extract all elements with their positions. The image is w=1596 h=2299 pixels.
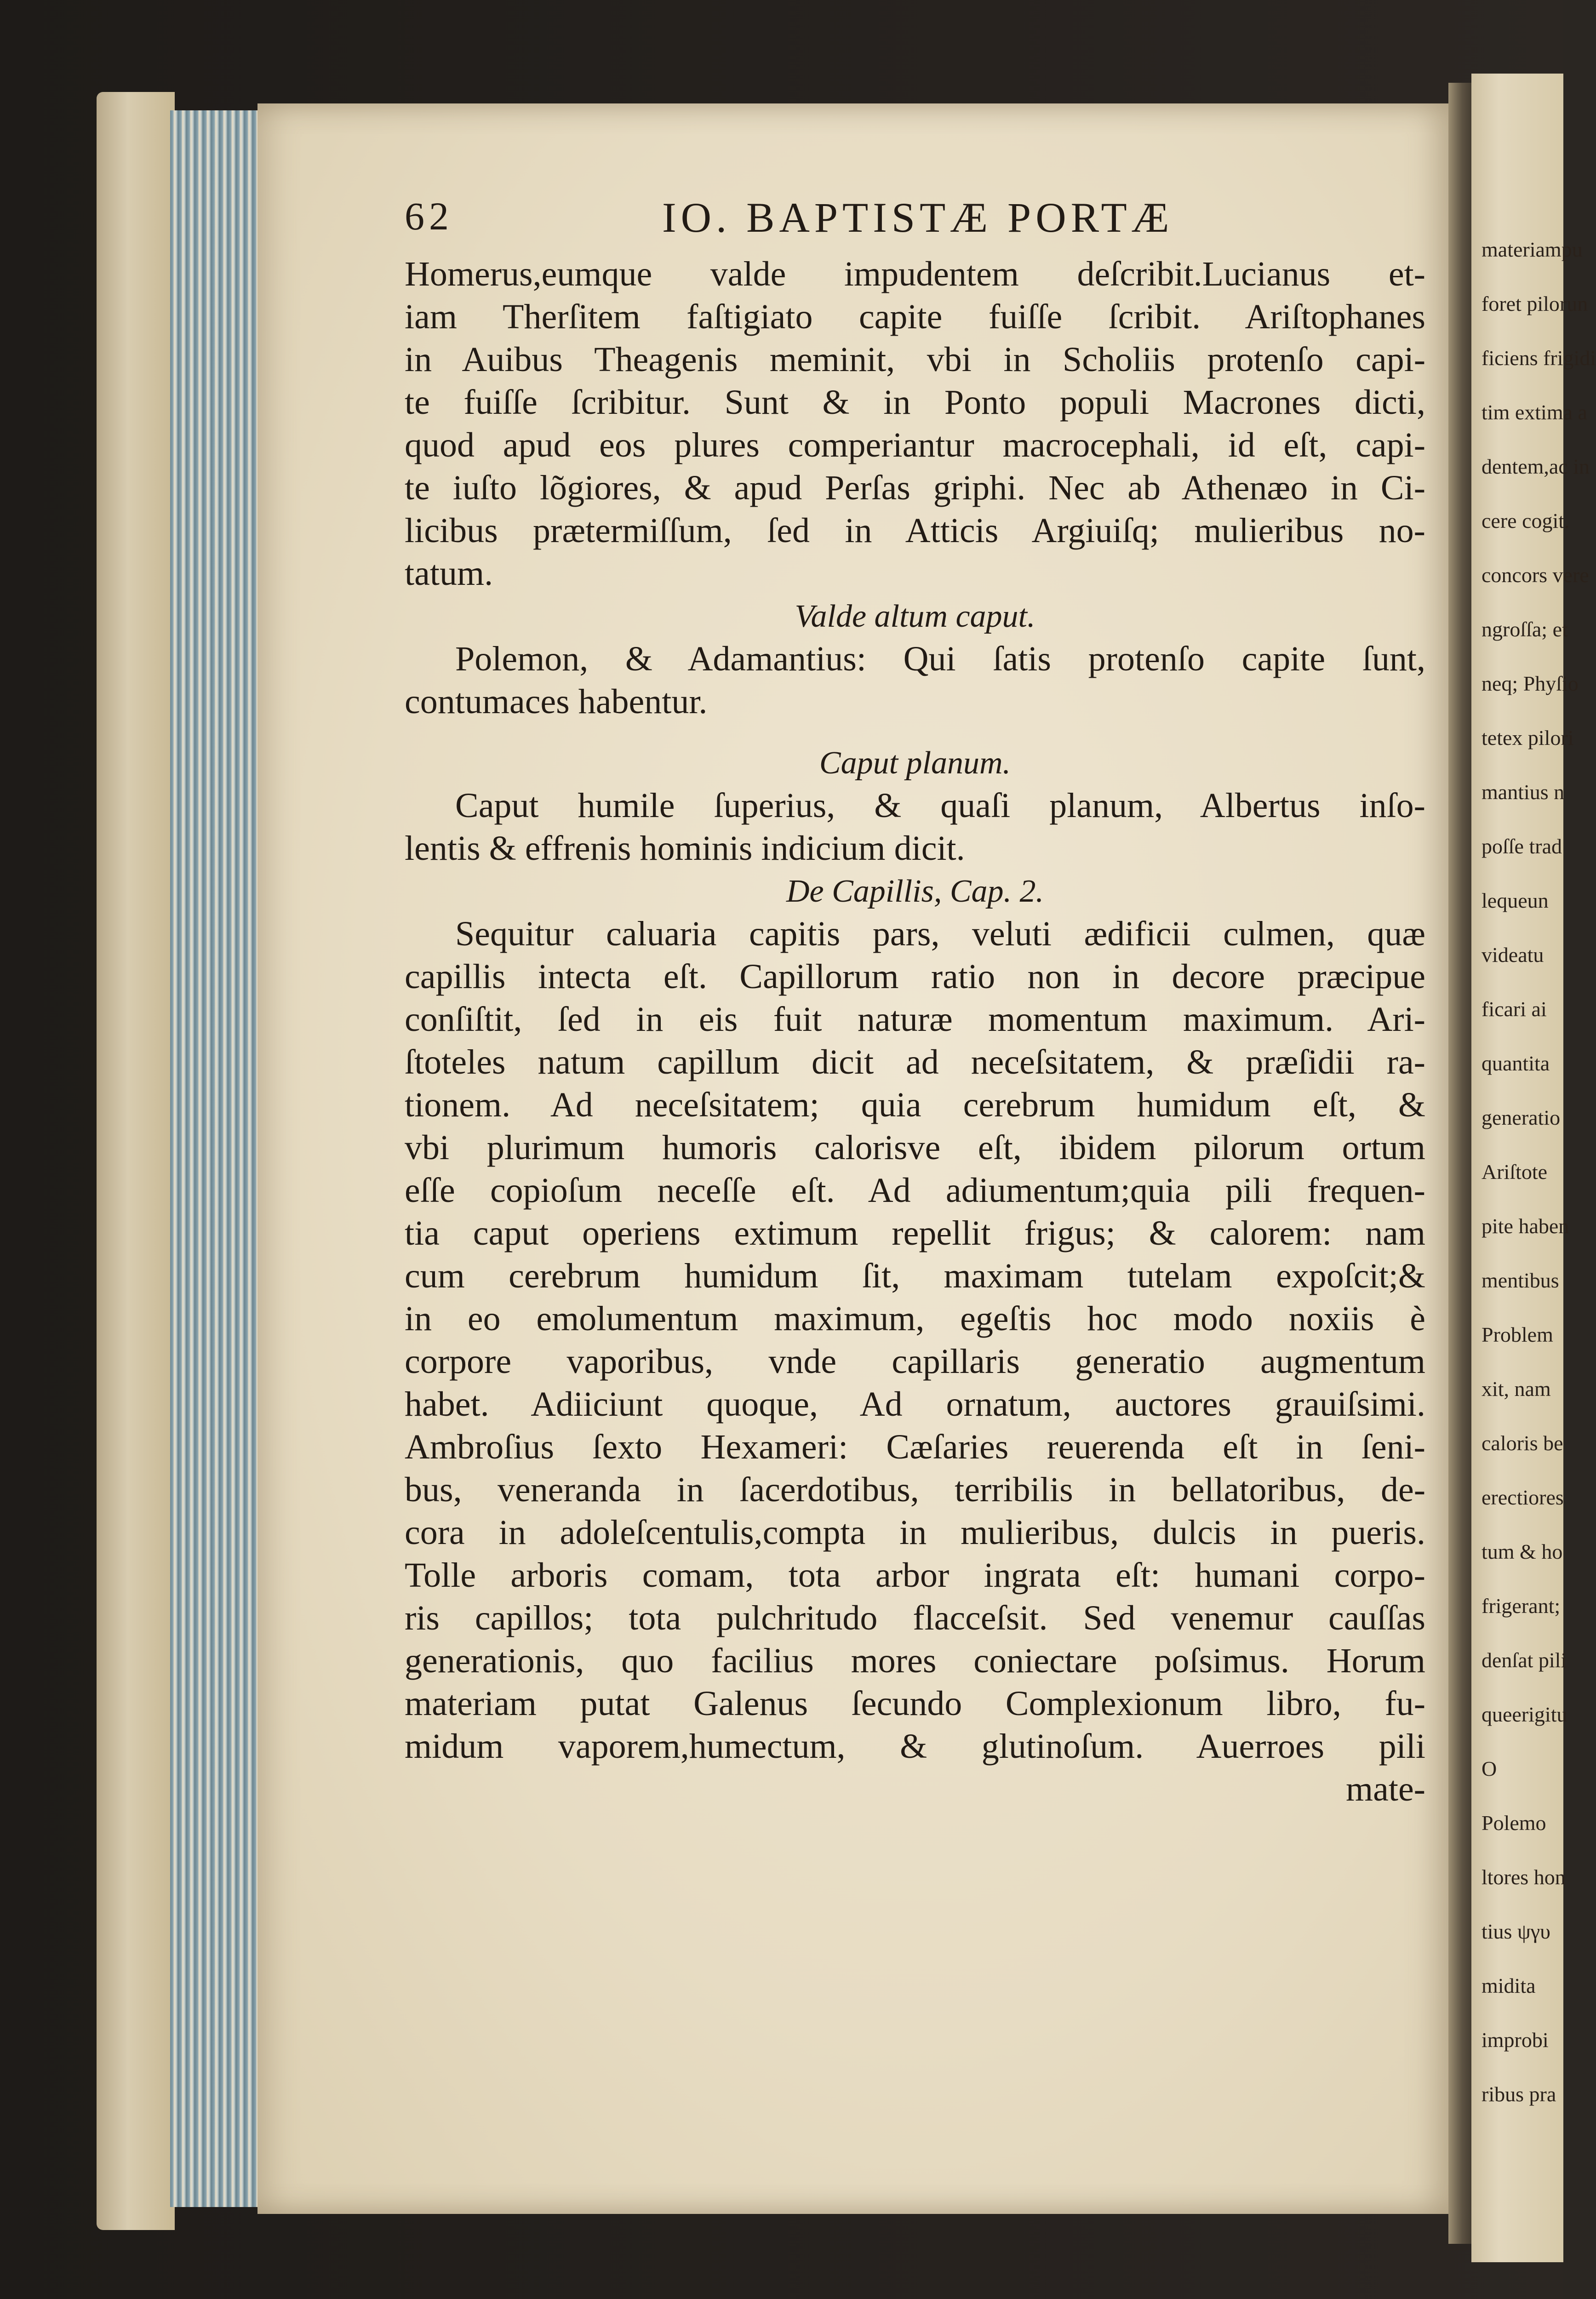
facing-page-fragment: quantita — [1482, 1052, 1550, 1075]
text-line: corpore vaporibus, vnde capillaris generatio augmentum — [405, 1342, 1425, 1381]
facing-page-fragment: queerigitu — [1482, 1703, 1567, 1726]
facing-page-fragment: materiampu — [1482, 238, 1583, 261]
text-line: te iuſto lõgiores, & apud Perſas griphi. Nec ab Athenæo in Ci- — [405, 469, 1425, 507]
text-line: cora in adoleſcentulis,compta in mulieribus, dulcis in pueris. — [405, 1513, 1425, 1552]
text-line: vbi plurimum humoris calorisve eſt, ibidem pilorum ortum — [405, 1128, 1425, 1167]
facing-page-fragment: ficiens frigidi — [1482, 346, 1596, 370]
text-line: bus, veneranda in ſacerdotibus, terribilis in bellatoribus, de- — [405, 1470, 1425, 1509]
facing-page-fragment: foret pilorun — [1482, 292, 1588, 315]
running-title: IO. BAPTISTÆ PORTÆ — [662, 194, 1174, 241]
facing-page-fragment: denſat pili — [1482, 1648, 1567, 1672]
text-line: Tolle arboris comam, tota arbor ingrata eſt: humani corpo- — [405, 1556, 1425, 1595]
facing-page-fragment: Polemo — [1482, 1811, 1546, 1835]
facing-page-fragment: tius ψγυ — [1482, 1920, 1550, 1943]
text-line: conſiſtit, ſed in eis fuit naturæ momentum maximum. Ari- — [405, 1000, 1425, 1039]
facing-page-fragment: mantius n — [1482, 780, 1565, 804]
facing-page-fragment: mentibus — [1482, 1269, 1559, 1292]
text-line: tionem. Ad neceſsitatem; quia cerebrum humidum eſt, & — [405, 1086, 1425, 1124]
text-line: iam Therſitem faſtigiato capite fuiſſe ſcribit. Ariſtophanes — [405, 297, 1425, 336]
paragraph-3 — [405, 784, 1425, 870]
catchword: mate- — [1345, 1770, 1425, 1808]
text-line: generationis, quo facilius mores coniectare poſsimus. Horum — [405, 1641, 1425, 1680]
text-line: eſſe copioſum neceſſe eſt. Ad adiumentum;quia pili frequen- — [405, 1171, 1425, 1210]
section-heading: Caput planum. — [819, 745, 1011, 781]
facing-page-fragment: midita — [1482, 1974, 1536, 1997]
facing-page-fragment: tum & ho — [1482, 1540, 1563, 1563]
text-line: Sequitur caluaria capitis pars, veluti ædificii culmen, quæ — [455, 915, 1425, 953]
facing-page-fragment: ltores hon — [1482, 1865, 1566, 1889]
facing-page-fragment: Problem — [1482, 1323, 1553, 1346]
chapter-heading: De Capillis, Cap. 2. — [786, 874, 1044, 909]
text-line: in Auibus Theagenis meminit, vbi in Scholiis protenſo capi- — [405, 340, 1425, 379]
facing-page-fragment: neq; Phyſio — [1482, 672, 1579, 695]
text-line: quod apud eos plures comperiantur macrocephali, id eſt, capi- — [405, 426, 1425, 464]
book-cover-edge — [97, 92, 175, 2230]
facing-page-fragment: ngroſſa; et — [1482, 618, 1568, 641]
text-line: te fuiſſe ſcribitur. Sunt & in Ponto populi Macrones dicti, — [405, 383, 1425, 422]
text-line: lentis & effrenis hominis indicium dicit. — [405, 829, 965, 868]
page-text — [405, 184, 1425, 1811]
text-line: in eo emolumentum maximum, egeſtis hoc modo noxiis è — [405, 1299, 1425, 1338]
text-line: habet. Adiiciunt quoque, Ad ornatum, auctores grauiſsimi. — [405, 1385, 1425, 1424]
facing-page-fragment: improbi — [1482, 2028, 1549, 2052]
facing-page — [1471, 74, 1596, 2262]
facing-page-fragment: ribus pra — [1482, 2082, 1556, 2106]
section-heading: Valde altum caput. — [795, 599, 1035, 634]
text-line: midum vaporem,humectum, & glutinoſum. Auerroes pili — [405, 1727, 1425, 1766]
page-number: 62 — [405, 194, 453, 238]
paragraph-2 — [405, 638, 1425, 723]
text-line: contumaces habentur. — [405, 682, 708, 721]
text-line: cum cerebrum humidum ſit, maximam tutelam expoſcit;& — [405, 1257, 1425, 1295]
page-edges — [170, 110, 262, 2207]
text-line: licibus prætermiſſum, ſed in Atticis Argiuiſq; mulieribus no- — [405, 511, 1425, 550]
facing-page-fragment: poſſe trad — [1482, 835, 1562, 858]
text-line: tia caput operiens extimum repellit frigus; & calorem: nam — [405, 1214, 1425, 1252]
facing-page-fragment: Ariſtote — [1482, 1160, 1548, 1184]
facing-page-fragment: caloris be — [1482, 1431, 1563, 1455]
text-line: materiam putat Galenus ſecundo Complexionum libro, fu- — [405, 1684, 1425, 1723]
text-line: capillis intecta eſt. Capillorum ratio non in decore præcipue — [405, 957, 1425, 996]
facing-page-fragment: frigerant; — [1482, 1594, 1561, 1618]
facing-page-fragment: lequeun — [1482, 889, 1549, 912]
facing-page-fragment: tim extima a — [1482, 400, 1587, 424]
facing-page-fragment: tetex pilori — [1482, 726, 1574, 749]
running-head — [405, 184, 1425, 253]
facing-page-fragment: generatio — [1482, 1106, 1561, 1129]
facing-page-fragment: pite haben — [1482, 1214, 1569, 1238]
facing-page-fragment: dentem,ac in — [1482, 455, 1590, 478]
text-line: Caput humile ſuperius, & quaſi planum, Albertus inſo- — [455, 786, 1425, 825]
text-line: Ambroſius ſexto Hexameri: Cæſaries reuerenda eſt in ſeni- — [405, 1428, 1425, 1466]
paragraph-1 — [405, 253, 1425, 595]
facing-page-fragment: videatu — [1482, 943, 1544, 966]
facing-page-fragment: cere cogit. — [1482, 509, 1570, 532]
facing-page-fragment: O — [1482, 1757, 1497, 1780]
facing-page-fragment: ficari ai — [1482, 997, 1547, 1021]
facing-page-fragment: concors vere — [1482, 563, 1589, 587]
paragraph-4 — [405, 913, 1425, 1768]
text-line: Polemon, & Adamantius: Qui ſatis protenſo capite ſunt, — [455, 640, 1425, 678]
facing-page-fragment: erectiores — [1482, 1486, 1564, 1509]
text-line: tatum. — [405, 554, 493, 593]
text-line: ſtoteles natum capillum dicit ad neceſsitatem, & præſidii ra- — [405, 1043, 1425, 1081]
text-line: Homerus,eumque valde impudentem deſcribit.Lucianus et- — [405, 255, 1425, 293]
facing-page-fragment: xit, nam — [1482, 1377, 1551, 1401]
text-line: ris capillos; tota pulchritudo flacceſsit. Sed venemur cauſſas — [405, 1599, 1425, 1637]
